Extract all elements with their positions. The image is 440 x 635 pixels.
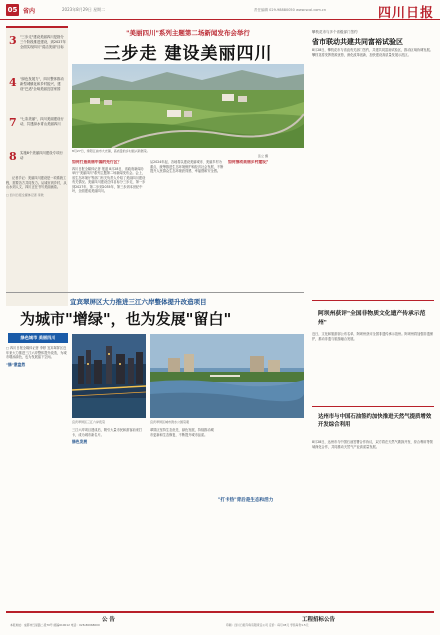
section-divider	[6, 292, 304, 293]
article1-body-col3	[228, 160, 304, 288]
article2-headline: 为城市"增绿"，也为发展"留白"	[20, 310, 232, 328]
page-header	[0, 0, 440, 20]
highlight-number: 8	[9, 150, 17, 163]
subheading: "绿"意盎然	[6, 361, 26, 367]
article2-body-col3	[150, 428, 214, 608]
article1-kicker: "美丽四川"系列主题第二场新闻发布会举行	[126, 29, 250, 37]
subheading: 如何打造美丽中国的先行区？	[72, 160, 122, 164]
photo-caption: 8月27日，绵阳江油市大光镇，高质量的乡村振兴新图景。	[72, 149, 150, 153]
footer-line: 本报地址：成都市红星路二段70号 邮编610012 电话：028-86968000	[10, 623, 100, 627]
photo-caption: 宜宾翠屏区城市滨水公园景观	[150, 420, 190, 424]
photo-caption: 宜宾翠屏区三江六岸夜景	[72, 420, 106, 424]
riverside-park-photo	[150, 334, 304, 418]
highlight-text: "七彩美丽"，四川美丽建设行动，共建绿水青山美丽四川	[20, 117, 64, 126]
body-text: 近日，文化和旅游部公布名单，阿坝州获评全国非遗传承示范州。阿坝州将加强非遗保护，推动非遗与旅游融合发展。	[312, 332, 434, 341]
right-article1-kicker: 攀枝花市与多个省级部门签约	[312, 30, 358, 34]
highlights-sidebar	[6, 26, 68, 306]
subheading: 如何推动美丽乡村建设？	[228, 160, 270, 164]
subheading: 绿色发展	[72, 439, 88, 444]
editor-info: 责任编辑 029-98880050 www.scol.com.cn	[254, 8, 327, 12]
column-label: 绿色城市 美丽四川	[8, 333, 68, 343]
body-text: 从2024年起，各地将以建设美丽城市、美丽乡村为重点，统筹推进生态环境保护和经济社会发展，不断提升人民群众生态环境获得感、幸福感和安全感。	[150, 160, 224, 173]
highlight-number: 3	[9, 34, 17, 47]
article2-kicker: 宜宾翠屏区大力推进三江六岸整体提升改造项目	[70, 298, 207, 306]
highlight-text: 实施8个美丽四川建设专项行动	[20, 151, 63, 160]
right-article3-body	[312, 440, 434, 606]
right-article1-headline: 省市联动共建共同富裕试验区	[312, 37, 403, 46]
body-text: 8月28日，攀枝花市与省直有关部门签约，共建共同富裕试验区，推动区域协调发展。攀枝花将发挥资源优势，深化改革创新，加快建设高质量发展示范区。	[312, 48, 433, 57]
highlight-number: 7	[9, 116, 17, 129]
divider	[312, 300, 434, 301]
page-number: 05	[7, 6, 18, 14]
article1-headline: 三步走 建设美丽四川	[103, 44, 273, 64]
issue-date: 2023年8月29日 星期二	[62, 7, 106, 12]
article1-body-col1	[72, 160, 146, 288]
right-article2-body	[312, 332, 434, 404]
divider	[312, 406, 434, 407]
right-article3-headline: 达州市与中国石油签约加快推进天然气提质增效开发综合利用	[318, 414, 432, 428]
body-text: 四川日报全媒体记者 报道 8月28日，省政府新闻办举行"美丽四川"系列主题第二场新闻发布会。会上，省生态环境厅等部门有关负责人介绍了美丽四川建设有关情况。美丽四川建设总体目标分三步走，第一步到2027年，第二步到2035年，第三步到本世纪中叶，全面建成美丽四川。	[72, 166, 146, 193]
aerial-landscape-photo	[72, 64, 304, 148]
photo-credit: 张立 摄	[258, 154, 268, 158]
footer-line: 印刷：四川日报印务有限责任公司 定价：每月45元 零售每份1.5元	[226, 623, 309, 627]
page-footer	[6, 611, 434, 633]
section-name: 省内	[23, 8, 36, 15]
article1-body-col2	[150, 160, 224, 288]
highlight-text: "三步走"建设美丽四川是指分三个阶段推进建设，到2027年全面实现四川"清洁美丽"目标	[20, 35, 66, 49]
newspaper-logo: 四川日报	[377, 6, 434, 21]
night-cityscape-photo	[72, 334, 146, 418]
right-article1-body	[312, 48, 434, 298]
highlight-number: 4	[9, 76, 17, 89]
highlight-text: "绿色发展力"，四川整体推动新型城镇化和乡村振兴，建设"巴适"全域美丽宜居家园	[20, 77, 64, 91]
reporter-commentary	[6, 176, 68, 198]
body-text: 翠屏区坚持生态优先、绿色发展，持续推动城市更新和生态修复，不断提升城市品质。	[150, 428, 214, 437]
article2-body-col1	[6, 346, 68, 608]
announcement-title: 公 告	[102, 617, 115, 623]
right-article2-headline: 阿坝州获评"全国非物质文化遗产传承示范州"	[318, 311, 426, 326]
article2-body-col2	[72, 428, 146, 608]
pull-quote: "打卡热"背后是生态和活力	[218, 498, 274, 503]
body-text: 8月28日，达州市与中国石油签署合作协议，双方将在天然气勘探开发、综合利用等领域深化合作，共同推动天然气产业高质量发展。	[312, 440, 433, 449]
commentary-text: 记者手记：美丽四川建设是一项系统工程，需要各方共同发力。从城市到乡村，从山水到人文，四川正在书写美丽画卷。	[6, 176, 67, 190]
tender-notice-title: 工程招标公告	[302, 617, 336, 623]
body-text: 三江六岸项目建成后，吸引大量市民和游客前来打卡，成为城市新名片。	[72, 428, 143, 437]
body-text: □ 四川日报全媒体记者 李婷 宜宾翠屏区近年来大力推进三江六岸整体提升改造，为城市增添绿色，也为发展留下空间。	[6, 346, 67, 359]
commentary-signature: □ 四川日报全媒体记者 李欣	[6, 193, 44, 198]
